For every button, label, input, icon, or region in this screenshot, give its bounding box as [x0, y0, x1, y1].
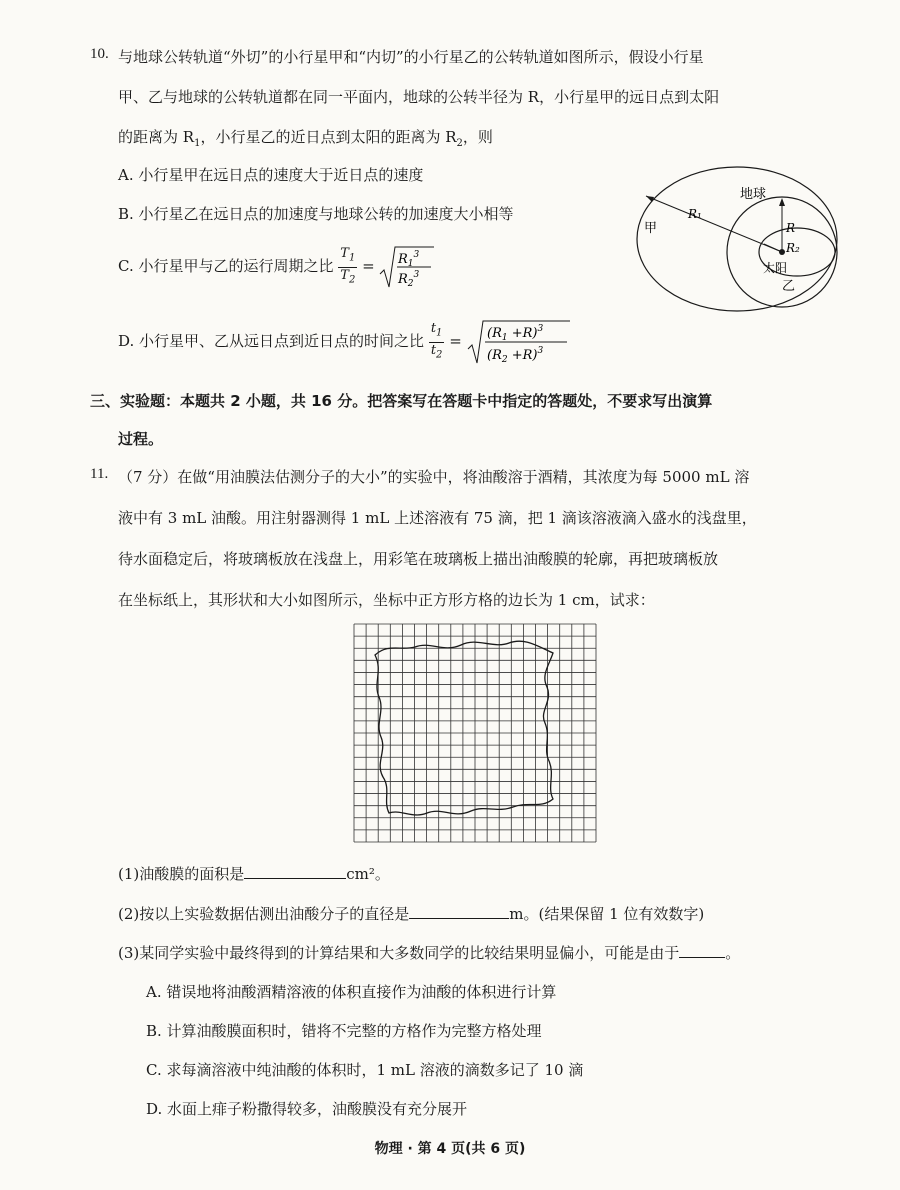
q11-sub2: (2)按以上实验数据估测出油酸分子的直径是 m。(结果保留 1 位有效数字) — [118, 905, 705, 923]
r-label: R — [786, 221, 796, 235]
q10-stem-line1: 与地球公转轨道“外切”的小行星甲和“内切”的小行星乙的公转轨道如图所示，假设小行星 — [118, 48, 704, 66]
svg-text:R13: $R_1^3$ — [398, 250, 420, 269]
sqrt-symbol-d — [467, 318, 571, 366]
earth-label: 地球 — [740, 187, 767, 202]
jia-label: 甲 — [644, 221, 658, 236]
q10-stem-line2: 甲、乙与地球的公转轨道都在同一平面内，地球的公转半径为 R，小行星甲的远日点到太阳 — [118, 88, 720, 106]
yi-label: 乙 — [782, 279, 796, 294]
q10-option-c: C. 小行星甲与乙的运行周期之比 $\frac{T_1}{T_2}$ = $R_1^3$ $R_2^3$ — [118, 244, 435, 290]
section3-heading-cont: 过程。 — [118, 430, 164, 448]
q10-option-b: B. 小行星乙在远日点的加速度与地球公转的加速度大小相等 — [118, 205, 514, 223]
oil-film-outline — [375, 641, 553, 815]
svg-text:R23: $R_2^3$ — [398, 270, 420, 289]
q11-option-c: C. 求每滴溶液中纯油酸的体积时，1 mL 溶液的滴数多记了 10 滴 — [146, 1061, 584, 1079]
r2-label: R₂ — [786, 241, 800, 255]
q11-option-d: D. 水面上痱子粉撒得较多，油酸膜没有充分展开 — [146, 1100, 468, 1118]
sun-label: 太阳 — [763, 261, 788, 275]
radius-r2-line — [764, 244, 782, 252]
q11-option-a: A. 错误地将油酸酒精溶液的体积直接作为油酸的体积进行计算 — [146, 983, 557, 1001]
section3-heading: 三、实验题：本题共 2 小题，共 16 分。把答案写在答题卡中指定的答题处，不要求写出演算 — [90, 392, 713, 410]
q10-option-a: A. 小行星甲在远日点的速度大于近日点的速度 — [118, 166, 424, 184]
answer-blank-area — [244, 878, 346, 879]
oil-film-grid — [353, 623, 598, 843]
q10-number: 10. — [90, 46, 109, 62]
q10-option-d: D. 小行星甲、乙从远日点到近日点的时间之比 $\frac{t_1}{t_2}$ = $(R_1 +R)^3$ $(R_2 +R)^3$ — [118, 318, 571, 366]
ratio-fraction-d: $\frac{t_1}{t_2}$ — [430, 320, 443, 361]
q10-stem-line3: 的距离为 $R_1$，小行星乙的近日点到太阳的距离为 $R_2$，则 — [118, 128, 493, 149]
sqrt-symbol-c — [379, 244, 435, 290]
q11-sub1: (1)油酸膜的面积是 cm²。 — [118, 865, 390, 883]
answer-blank-diameter — [409, 918, 509, 919]
q11-number: 11. — [90, 466, 109, 482]
q11-line2: 液中有 3 mL 油酸。用注射器测得 1 mL 上述溶液有 75 滴，把 1 滴该溶液滴入盛水的浅盘里， — [118, 509, 757, 527]
svg-text:(R2 +R)3: $(R_2 +R)^3$ — [486, 346, 543, 365]
radius-r1-line — [646, 196, 782, 252]
q11-line3: 待水面稳定后，将玻璃板放在浅盘上，用彩笔在玻璃板上描出油酸膜的轮廓，再把玻璃板放 — [118, 550, 719, 568]
q11-option-b: B. 计算油酸膜面积时，错将不完整的方格作为完整方格处理 — [146, 1022, 542, 1040]
orbit-jia — [637, 167, 837, 311]
svg-text:(R1 +R)3: $(R_1 +R)^3$ — [486, 324, 543, 343]
orbit-diagram — [632, 160, 842, 318]
ratio-fraction-c: $\frac{T_1}{T_2}$ — [340, 245, 356, 286]
q11-sub3: (3)某同学实验中最终得到的计算结果和大多数同学的比较结果明显偏小，可能是由于 。 — [118, 944, 741, 962]
q11-line1: （7 分）在做“用油膜法估测分子的大小”的实验中，将油酸溶于酒精，其浓度为每 5000 mL 溶 — [118, 468, 750, 486]
answer-blank-reason — [679, 957, 725, 958]
page-footer: 物理 · 第 4 页(共 6 页) — [374, 1141, 526, 1157]
q11-line4: 在坐标纸上，其形状和大小如图所示，坐标中正方形方格的边长为 1 cm，试求： — [118, 591, 655, 609]
r1-label: R₁ — [688, 207, 702, 221]
